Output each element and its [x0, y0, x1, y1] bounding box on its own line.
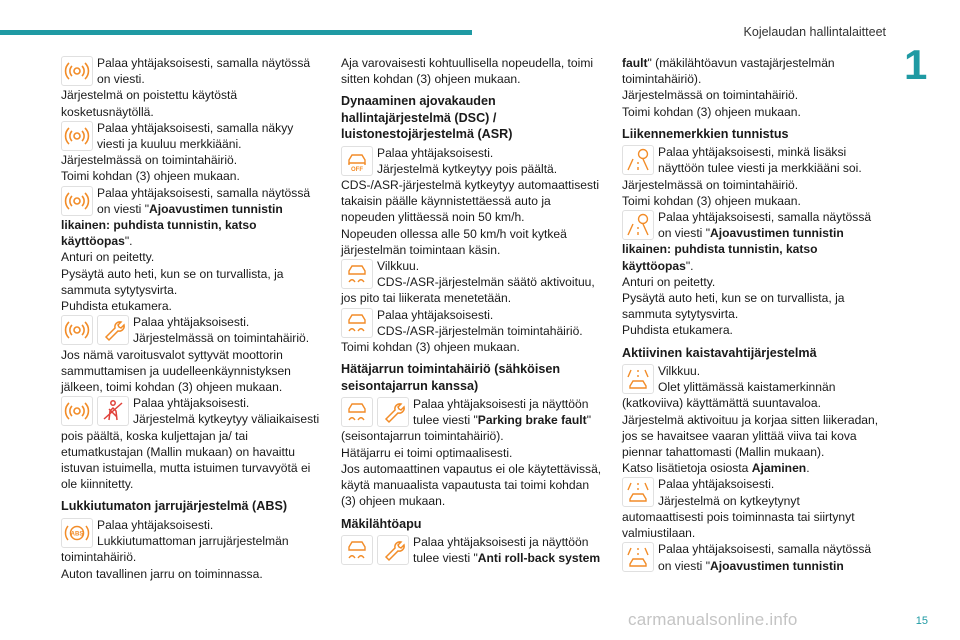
svg-text:ABS: ABS: [70, 531, 84, 538]
paragraph: Katso lisätietoja osiosta Ajaminen.: [622, 461, 810, 476]
paragraph: Palaa yhtäjaksoisesti.: [97, 517, 214, 532]
paragraph: CDS-/ASR-järjestelmän toimintahäiriö.: [377, 323, 583, 338]
chapter-number: 1: [904, 41, 928, 88]
heading-dsc: Dynaaminen ajovakauden hallintajärjestelmä (DSC) / luistonestojärjestelmä (ASR): [341, 94, 513, 142]
paragraph: Puhdista etukamera.: [622, 323, 733, 338]
paragraph: CDS-/ASR-järjestelmän säätö aktivoituu, jos pito tai liikerata menetetään.: [341, 275, 595, 306]
paragraph: Nopeuden ollessa alle 50 km/h voit kytkeä järjestelmän toimintaan käsin.: [341, 226, 567, 257]
traffic-sign-recognition-icon: [622, 145, 654, 175]
paragraph: Järjestelmä aktivoituu ja korjaa sitten liikeradan, jos se havaitsee vaaran ylittää viiva tai kova piennar tahattomasti (Mallin mukaan).: [622, 412, 879, 460]
paragraph: (seisontajarrun toimintahäiriö).: [341, 429, 504, 444]
heading-traffic-sign: Liikennemerkkien tunnistus: [622, 126, 789, 141]
driver-assist-icon: [61, 121, 93, 151]
paragraph: Toimi kohdan (3) ohjeen mukaan.: [622, 104, 801, 119]
paragraph: Lukkiutumattoman jarrujärjestelmän toimintahäiriö.: [61, 534, 289, 565]
paragraph: Järjestelmä on kytkeytynyt automaattisesti pois toiminnasta tai siirtynyt valmiustilaan.: [622, 493, 855, 541]
paragraph: Toimi kohdan (3) ohjeen mukaan.: [61, 169, 240, 184]
paragraph: Palaa yhtäjaksoisesti.: [133, 396, 250, 411]
dsc-skid-icon: [341, 259, 373, 289]
dsc-skid-icon: [341, 308, 373, 338]
lane-keeping-icon: [622, 477, 654, 507]
paragraph: Palaa yhtäjaksoisesti, minkä lisäksi näyttöön tulee viesti ja merkkiääni soi.: [658, 145, 862, 176]
paragraph: Puhdista etukamera.: [61, 299, 172, 314]
column-2: [341, 55, 603, 566]
paragraph: Olet ylittämässä kaistamerkinnän (katkoviiva) käyttämättä suuntavaloa.: [622, 380, 836, 411]
paragraph: Anturi on peitetty.: [622, 274, 716, 289]
paragraph: Toimi kohdan (3) ohjeen mukaan.: [341, 340, 520, 355]
section-title: Kojelaudan hallintalaitteet: [743, 25, 886, 39]
paragraph: Järjestelmä kytkeytyy väliaikaisesti pois päältä, koska kuljettajan ja/ tai etumatkustajan (Mallin mukaan) on havaittu istuvan istuimella, mutta istuimen turvavyötä ei ole kiinnitetty.: [61, 412, 320, 492]
paragraph: Hätäjarru ei toimi optimaalisesti.: [341, 445, 513, 460]
paragraph: Palaa yhtäjaksoisesti ja näyttöön tulee viesti "Anti roll-back system: [413, 534, 601, 566]
paragraph: Vilkkuu.: [658, 364, 701, 379]
driver-assist-icon: [61, 396, 93, 426]
column-1: [61, 55, 321, 582]
paragraph: Jos nämä varoitusvalot syttyvät moottorin sammuttamisen ja uudelleenkäynnistyksen jälkeen, toimi kohdan (3) ohjeen mukaan.: [61, 347, 291, 395]
heading-lane-keeping: Aktiivinen kaistavahtijärjestelmä: [622, 345, 817, 360]
paragraph: Palaa yhtäjaksoisesti.: [377, 145, 494, 160]
page-number: 15: [915, 615, 928, 627]
heading-abs: Lukkiutumaton jarrujärjestelmä (ABS): [61, 499, 288, 514]
paragraph: Palaa yhtäjaksoisesti, samalla näkyy viesti ja kuuluu merkkiääni.: [97, 120, 294, 152]
watermark: carmanualsonline.info: [628, 610, 798, 629]
seatbelt-icon: [97, 396, 129, 426]
wrench-icon: [377, 535, 409, 565]
lane-keeping-icon: [622, 364, 654, 394]
paragraph: Toimi kohdan (3) ohjeen mukaan.: [622, 193, 801, 208]
paragraph: Auton tavallinen jarru on toiminnassa.: [61, 566, 263, 581]
paragraph: fault" (mäkilähtöavun vastajärjestelmän toimintahäiriö).: [622, 56, 835, 87]
paragraph: Palaa yhtäjaksoisesti ja näyttöön tulee viesti "Parking brake fault": [413, 397, 591, 428]
paragraph: Palaa yhtäjaksoisesti.: [133, 315, 250, 330]
paragraph: Aja varovaisesti kohtuullisella nopeudella, toimi sitten kohdan (3) ohjeen mukaan.: [341, 56, 594, 87]
header-accent-bar: [0, 30, 472, 35]
heading-parking-brake: Hätäjarrun toimintahäiriö (sähköisen seisontajarrun kanssa): [341, 362, 561, 393]
paragraph: Järjestelmä kytkeytyy pois päältä.: [377, 161, 558, 176]
paragraph: Palaa yhtäjaksoisesti, samalla näytössä on viesti "Ajoavustimen tunnistin likainen: puhdista tunnistin, katso käyttöopas".: [61, 185, 311, 249]
svg-text:OFF: OFF: [351, 166, 363, 173]
paragraph: Palaa yhtäjaksoisesti.: [377, 307, 494, 322]
paragraph: Jos automaattinen vapautus ei ole käytettävissä, käytä manuaalista vapautusta tai toimi kohdan (3) ohjeen mukaan.: [341, 461, 602, 509]
paragraph: Järjestelmässä on toimintahäiriö.: [622, 177, 799, 192]
paragraph: Pysäytä auto heti, kun se on turvallista, ja sammuta sytytysvirta.: [622, 291, 845, 322]
paragraph: Järjestelmä on poistettu käytöstä kosketusnäytöllä.: [61, 88, 238, 119]
heading-hill-start: Mäkilähtöapu: [341, 516, 422, 531]
paragraph: Pysäytä auto heti, kun se on turvallista, ja sammuta sytytysvirta.: [61, 266, 284, 297]
paragraph: Anturi on peitetty.: [61, 250, 155, 265]
paragraph: Palaa yhtäjaksoisesti, samalla näytössä on viesti "Ajoavustimen tunnistin likainen: puhdista tunnistin, katso käyttöopas".: [622, 210, 872, 273]
driver-assist-icon: [61, 315, 93, 345]
driver-assist-icon: [61, 56, 93, 86]
wrench-icon: [97, 315, 129, 345]
dsc-off-icon: [341, 146, 373, 176]
paragraph: Järjestelmässä on toimintahäiriö.: [622, 88, 799, 103]
dsc-skid-icon: [341, 535, 373, 565]
traffic-sign-recognition-icon: [622, 210, 654, 240]
paragraph: Palaa yhtäjaksoisesti, samalla näytössä on viesti "Ajoavustimen tunnistin: [658, 542, 872, 573]
paragraph: Järjestelmässä on toimintahäiriö.: [61, 153, 238, 168]
paragraph: Palaa yhtäjaksoisesti, samalla näytössä on viesti.: [97, 56, 311, 87]
paragraph: Vilkkuu.: [377, 259, 420, 274]
lane-keeping-icon: [622, 542, 654, 572]
dsc-skid-icon: [341, 397, 373, 427]
column-3: [622, 55, 884, 574]
abs-icon: [61, 518, 93, 548]
driver-assist-icon: [61, 186, 93, 216]
paragraph: Järjestelmässä on toimintahäiriö.: [133, 331, 310, 346]
paragraph: Palaa yhtäjaksoisesti.: [658, 477, 775, 492]
wrench-icon: [377, 397, 409, 427]
paragraph: CDS-/ASR-järjestelmä kytkeytyy automaattisesti takaisin päälle käynnistettäessä auto ja nopeuden ylittäessä noin 50 km/h.: [341, 178, 600, 225]
